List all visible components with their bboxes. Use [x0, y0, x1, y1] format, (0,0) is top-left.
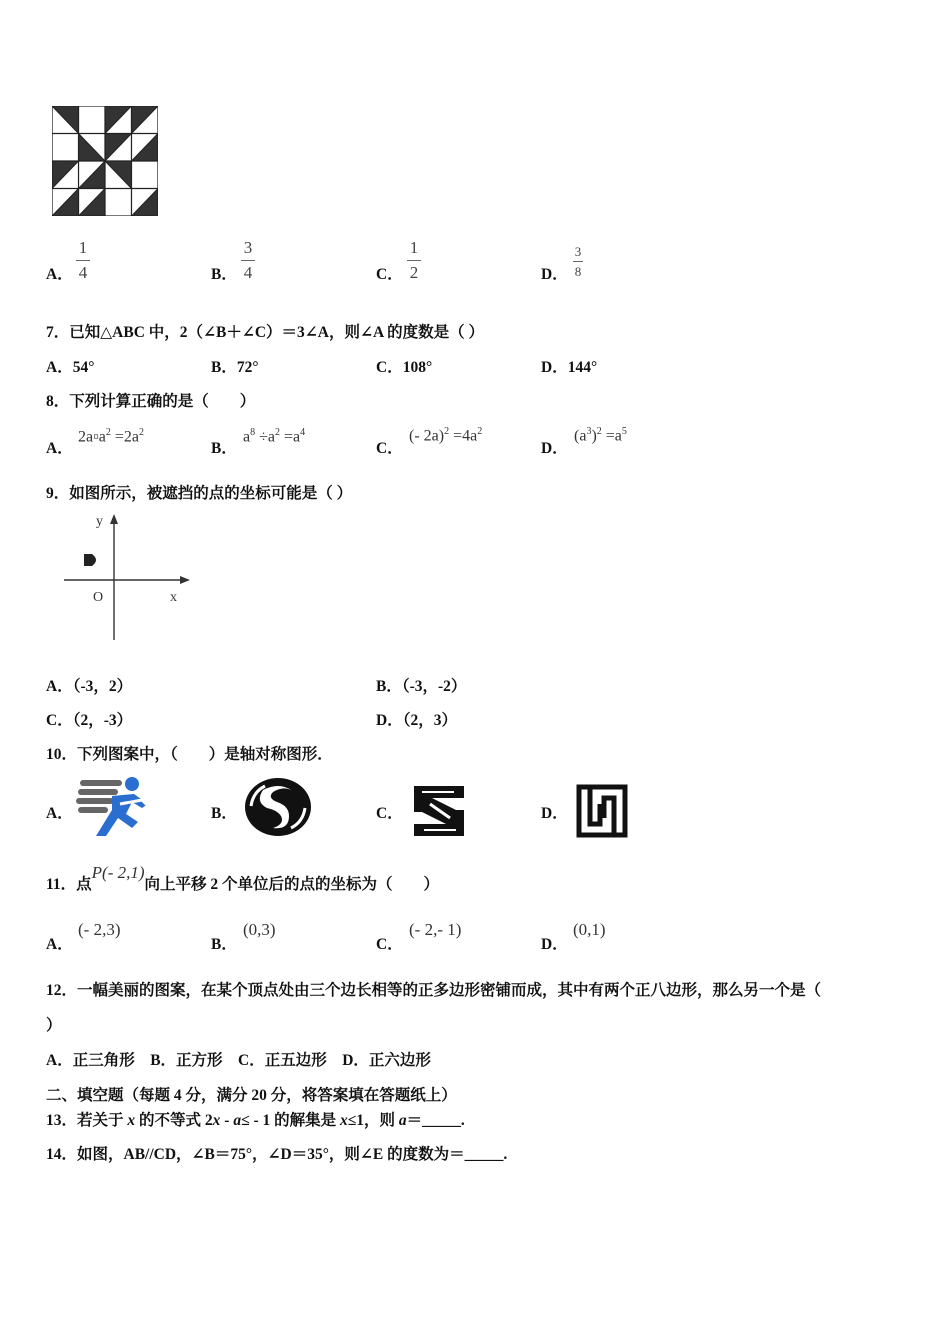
- q14-answer-blank[interactable]: _____: [464, 1146, 504, 1163]
- q10-option-c-letter: C．: [376, 805, 403, 822]
- q6-option-c-letter: C．: [376, 266, 403, 283]
- q7-option-a: A．54°: [46, 359, 95, 376]
- q6-option-c-fraction: [407, 238, 421, 283]
- x-axis-label: x: [170, 590, 177, 605]
- denominator: 2: [409, 263, 419, 282]
- q13-stem: 13．若关于 x 的不等式 2x - a≤ - 1 的解集是 x≤1，则 a＝_____.: [46, 1112, 465, 1129]
- q11-option-a-letter: A．: [46, 936, 73, 953]
- q12-stem-continued: ）: [46, 1017, 62, 1034]
- q8-stem: 8．下列计算正确的是（ ）: [46, 393, 256, 410]
- q11-option-b-value: (0,3): [243, 920, 276, 939]
- q9-option-d: D．（2，3）: [376, 712, 457, 729]
- pinwheel-grid-figure: [52, 106, 158, 216]
- q9-option-b: B．（-3，-2）: [376, 678, 467, 695]
- q8-option-d-letter: D．: [541, 440, 568, 457]
- q8-option-a-letter: A．: [46, 440, 73, 457]
- q13-answer-blank[interactable]: _____: [422, 1112, 461, 1129]
- q11-option-d-value: (0,1): [573, 920, 606, 939]
- q6-option-d-fraction: [573, 244, 583, 279]
- q7-stem: 7．已知△ABC 中，2（∠B＋∠C）＝3∠A，则∠A 的度数是（ ）: [46, 324, 485, 341]
- q10-option-b-letter: B．: [211, 805, 237, 822]
- q10-option-d-letter: D．: [541, 805, 568, 822]
- q8-option-a-expr: $2a▫a^2 =2a^2$: [78, 427, 145, 446]
- q11-option-a-value: (- 2,3): [78, 920, 121, 939]
- q8-option-d-expr: $(a^3)^2 =a^5$: [574, 426, 627, 445]
- q10-stem: 10．下列图案中，（ ）是轴对称图形．: [46, 746, 333, 763]
- denominator: 4: [78, 263, 88, 282]
- q7-option-c: C．108°: [376, 359, 433, 376]
- denominator: 8: [574, 264, 582, 279]
- q10-option-a-letter: A．: [46, 805, 73, 822]
- q11-option-d-letter: D．: [541, 936, 568, 953]
- numerator: 1: [78, 238, 88, 257]
- q6-option-b-letter: B．: [211, 266, 237, 283]
- q7-option-d: D．144°: [541, 359, 598, 376]
- q9-option-c: C．（2，-3）: [46, 712, 133, 729]
- fret-pattern-icon: [576, 784, 628, 838]
- y-axis-label: y: [96, 514, 103, 529]
- q8-option-c-expr: (- $2a)^2 =4a^2$: [409, 426, 483, 445]
- q11-stem: 11．点P(- 2,1)向上平移 2 个单位后的点的坐标为（ ）: [46, 863, 440, 893]
- numerator: 3: [243, 238, 253, 257]
- coordinate-axes-figure: [60, 508, 200, 648]
- q9-stem: 9．如图所示，被遮挡的点的坐标可能是（ ）: [46, 485, 353, 502]
- numerator: 3: [574, 244, 582, 259]
- q12-stem: 12．一幅美丽的图案，在某个顶点处由三个边长相等的正多边形密铺而成，其中有两个正八边形，那么另一个是（: [46, 982, 822, 999]
- q11-option-c-value: (- 2,- 1): [409, 920, 462, 939]
- q14-stem: 14．如图，AB//CD，∠B＝75°，∠D＝35°，则∠E 的度数为＝_____.: [46, 1146, 508, 1163]
- q9-option-a: A．（-3，2）: [46, 678, 133, 695]
- q11-option-c-letter: C．: [376, 936, 403, 953]
- q8-option-b-letter: B．: [211, 440, 237, 457]
- q6-option-d-letter: D．: [541, 266, 568, 283]
- runner-logo-icon: [76, 774, 156, 840]
- numerator: 1: [409, 238, 419, 257]
- denominator: 4: [243, 263, 253, 282]
- q11-option-b-letter: B．: [211, 936, 237, 953]
- q6-option-a-letter: A．: [46, 266, 73, 283]
- section-heading: 二、填空题（每题 4 分，满分 20 分，将答案填在答题纸上）: [46, 1087, 457, 1104]
- origin-label: O: [93, 590, 104, 605]
- swirl-logo-icon: [243, 776, 313, 838]
- q7-option-b: B．72°: [211, 359, 259, 376]
- point-p: P(- 2,1): [91, 863, 145, 882]
- q12-options: A．正三角形 B．正方形 C．正五边形 D．正六边形: [46, 1052, 431, 1069]
- q8-option-c-letter: C．: [376, 440, 403, 457]
- q6-option-b-fraction: [241, 238, 255, 283]
- q8-option-b-expr: $a^8 \div a^2 =a^4$: [243, 427, 306, 446]
- zigzag-logo-icon: [410, 784, 468, 838]
- q6-option-a-fraction: [76, 238, 90, 283]
